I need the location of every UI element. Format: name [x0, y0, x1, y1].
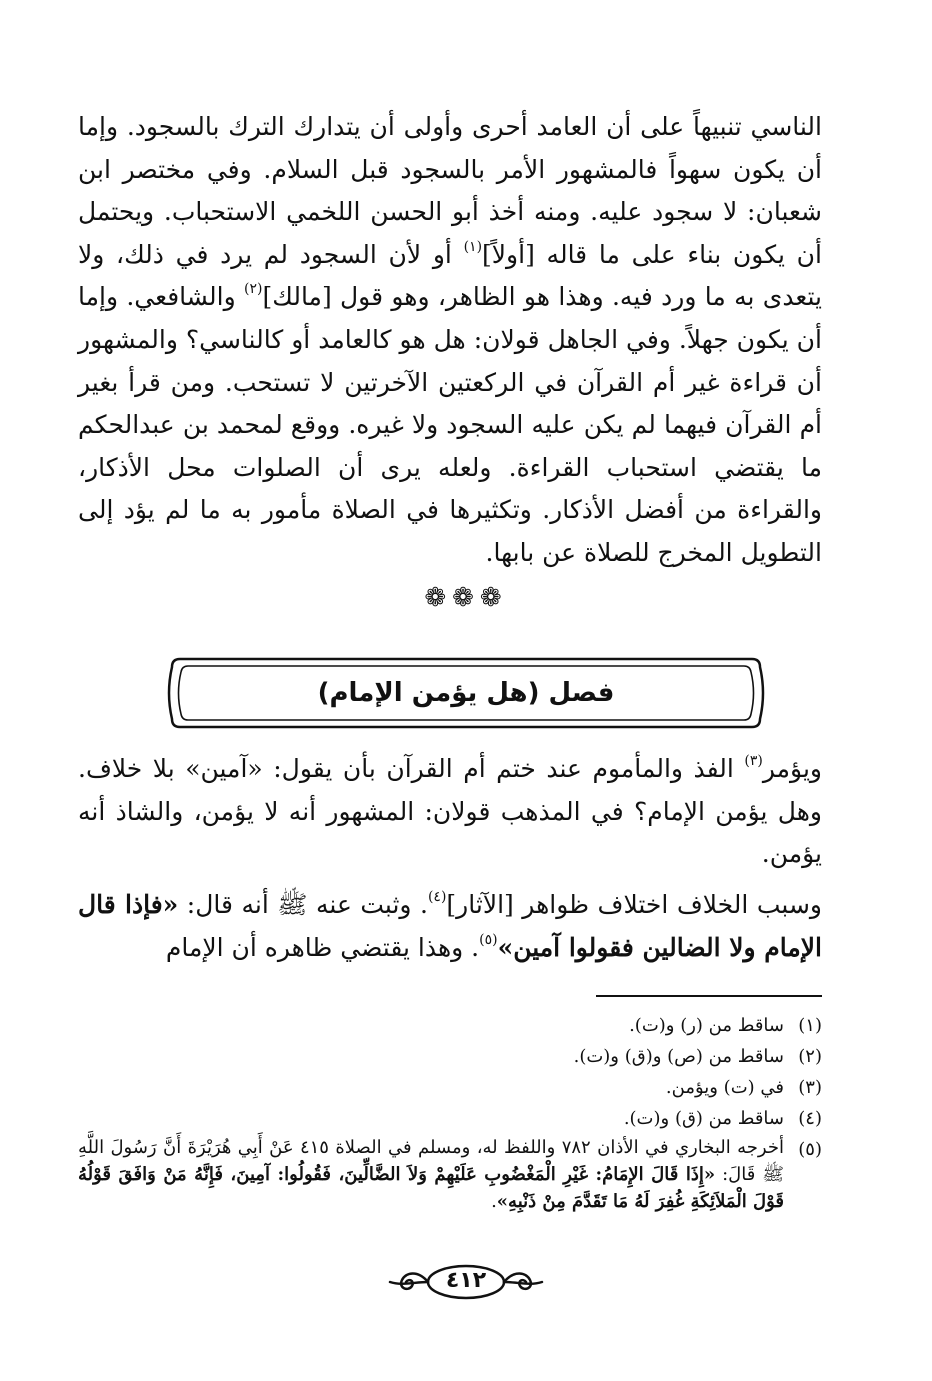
- footnote-5-hadith: «إِذَا قَالَ الإِمَامُ: غَيْرِ الْمَغْضُوبِ عَلَيْهِمْ وَلاَ الضَّالِّينَ، فَقُولُوا: آمِينَ، فَإِنَّهُ مَنْ وَافَقَ قَوْلُهُ قَوْلَ الْمَلاَئِكَةِ غُفِرَ لَهُ مَا تَقَدَّمَ مِنْ ذَنْبِهِ»: [78, 1164, 784, 1212]
- paragraph-1: [78, 106, 822, 575]
- footnote-ref-5[interactable]: (٥): [479, 931, 498, 948]
- footnote-text: ساقط من (ص) و(ق) و(ت).: [573, 1046, 784, 1067]
- paragraph-2-part-a: ويؤمر: [762, 754, 822, 783]
- footnote-number: (٤): [798, 1108, 822, 1129]
- footnote-ref-2[interactable]: (٢): [244, 281, 263, 298]
- footnote-text: ساقط من (ر) و(ت).: [629, 1015, 784, 1036]
- hadith-quote: «فإذا قال الإمام ولا الضالين فقولوا آمين»: [78, 890, 822, 962]
- paragraph-1-part-b: أو لأن السجود لم يرد في ذلك، ولا يتعدى به ما ورد فيه. وهذا هو الظاهر، وهو قول [مالك]: [78, 239, 822, 312]
- page-number: ٤١٢: [445, 1268, 487, 1293]
- section-heading: فصل (هل يؤمن الإمام): [317, 678, 615, 708]
- paragraph-1-part-c: والشافعي. وإما أن يكون جهلاً. وفي الجاهل قولان: هل هو كالعامد أو كالناسي؟ والمشهور أن قراءة غير أم القرآن في الركعتين الآخرتين لا تستحب. ومن قرأ بغير أم القرآن فيهما لم يكن عليه السجود ولا غيره. ووقع لمحمد بن عبدالحكم ما يقتضي استحباب القراءة. ولعله يرى أن الصلوات محل الأذكار، والقراءة من أفضل الأذكار. وتكثيرها في الصلاة مأمور به ما لم يؤد إلى التطويل المخرج للصلاة عن بابها.: [78, 282, 822, 567]
- footnote-2: [78, 1041, 822, 1072]
- paragraph-3-part-b: . وثبت عنه ﷺ أنه قال:: [178, 890, 428, 919]
- paragraph-2: [78, 748, 822, 876]
- paragraph-1-part-a: الناسي تنبيهاً على أن العامد أحرى وأولى أن يتدارك الترك بالسجود. وإما أن يكون سهواً فالمشهور الأمر بالسجود قبل السلام. وفي مختصر ابن شعبان: لا سجود عليه. ومنه أخذ أبو الحسن اللخمي الاستحباب. ويحتمل أن يكون بناء على ما قاله [أولاً]: [78, 112, 822, 269]
- paragraph-3-part-c: . وهذا يقتضي ظاهره أن الإمام: [165, 932, 480, 962]
- footnote-5-citation: أخرجه البخاري في الأذان ٧٨٢ واللفظ له، ومسلم في الصلاة ٤١٥ عَنْ أَبِي هُرَيْرَةَ أَنَّ رَسُولَ اللَّهِ ﷺ قَالَ:: [78, 1137, 785, 1185]
- paragraph-3-text: [78, 884, 822, 969]
- paragraph-3-part-a: وسبب الخلاف اختلاف ظواهر [الآثار]: [446, 890, 822, 919]
- footnote-text: في (ت) ويؤمن.: [665, 1077, 784, 1098]
- section-separator: ❁❁❁: [424, 583, 508, 613]
- footnote-number: (٥): [798, 1139, 822, 1160]
- page-number-ornament: [384, 1262, 548, 1302]
- footnote-text: [78, 1134, 784, 1215]
- footnote-divider: [596, 995, 822, 997]
- footnote-5-end: .: [491, 1191, 497, 1212]
- section-heading-frame: [164, 657, 768, 729]
- footnote-ref-3[interactable]: (٣): [744, 753, 763, 769]
- footnote-4: [78, 1103, 822, 1134]
- footnote-ref-4[interactable]: (٤): [427, 889, 447, 905]
- paragraph-2-text: [78, 748, 822, 876]
- footnote-1: [78, 1010, 822, 1041]
- paragraph-3: [78, 884, 822, 969]
- footnotes: [78, 1010, 822, 1215]
- footnote-ref-1[interactable]: (١): [463, 238, 483, 255]
- footnote-text: ساقط من (ق) و(ت).: [623, 1108, 784, 1129]
- footnote-3: [78, 1072, 822, 1103]
- footnote-5: [78, 1134, 822, 1215]
- paragraph-1-text: [78, 106, 822, 575]
- footnote-number: (١): [798, 1015, 822, 1036]
- paragraph-2-part-b: الفذ والمأموم عند ختم أم القرآن بأن يقول: «آمين» بلا خلاف. وهل يؤمن الإمام؟ في المذهب قولان: المشهور أنه لا يؤمن، والشاذ أنه يؤمن.: [78, 754, 822, 869]
- footnote-number: (٢): [798, 1046, 822, 1067]
- footnote-number: (٣): [798, 1077, 822, 1098]
